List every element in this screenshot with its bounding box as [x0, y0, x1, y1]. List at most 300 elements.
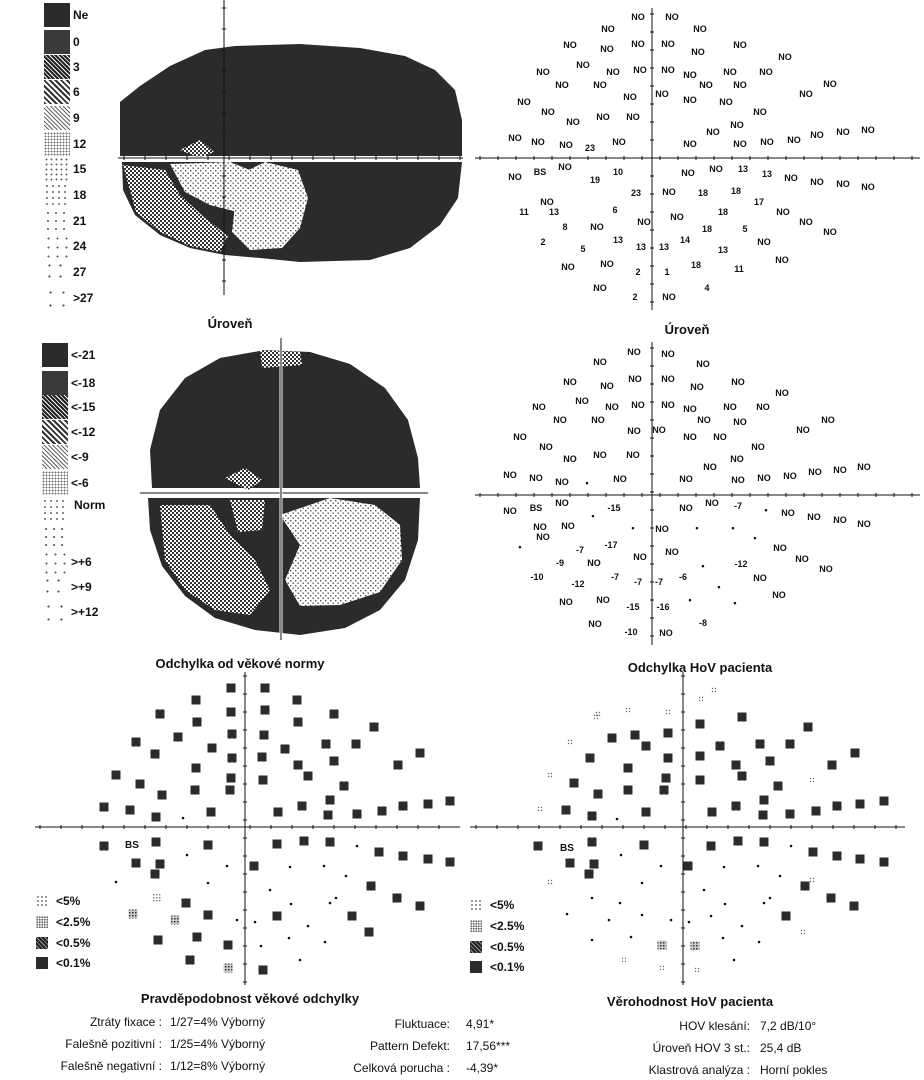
- probability-mark: [259, 966, 268, 975]
- field-value: 23: [630, 188, 642, 198]
- field-value: NO: [575, 396, 589, 406]
- legend-swatch: [42, 343, 68, 367]
- field-value: NO: [628, 374, 642, 384]
- field-value: -8: [698, 618, 708, 628]
- field-value: NO: [799, 217, 813, 227]
- field-value: NO: [795, 554, 809, 564]
- probability-mark: [716, 742, 725, 751]
- probability-mark: [156, 710, 165, 719]
- field-value: NO: [590, 222, 604, 232]
- field-value: NO: [536, 67, 550, 77]
- field-value: BS: [529, 503, 543, 513]
- field-value: -9: [555, 558, 565, 568]
- probability-mark: [254, 921, 257, 924]
- legend-swatch: [42, 371, 68, 395]
- field-value: NO: [683, 70, 697, 80]
- probability-mark: [207, 808, 216, 817]
- legend-label: 12: [73, 137, 87, 151]
- probability-mark: [594, 790, 603, 799]
- field-value: 13: [761, 169, 773, 179]
- field-value: NO: [626, 450, 640, 460]
- probability-mark: [192, 764, 201, 773]
- legend-label: 3: [73, 60, 80, 74]
- field-value: NO: [555, 477, 569, 487]
- caption-probability-left: Pravděpodobnost věkové odchylky: [140, 991, 360, 1006]
- legend-swatch: [42, 420, 68, 444]
- field-value: NO: [703, 462, 717, 472]
- field-value: NO: [600, 44, 614, 54]
- field-value: NO: [778, 52, 792, 62]
- legend-swatch: [44, 30, 70, 54]
- stat-label: HOV klesání:: [679, 1019, 750, 1033]
- field-value: NO: [733, 417, 747, 427]
- field-value: 11: [734, 264, 744, 274]
- field-value: NO: [503, 506, 517, 516]
- probability-mark: [294, 761, 303, 770]
- probability-mark: [226, 865, 229, 868]
- field-value: -6: [678, 572, 688, 582]
- probability-mark: [424, 800, 433, 809]
- probability-mark: [660, 865, 663, 868]
- probability-mark: [851, 749, 860, 758]
- probability-mark: [207, 882, 210, 885]
- probability-mark: [208, 744, 217, 753]
- probability-mark: [756, 740, 765, 749]
- field-value: NO: [861, 182, 875, 192]
- deviation-grayscale-plot: [140, 338, 428, 640]
- field-value: NO: [697, 415, 711, 425]
- probability-mark: [786, 810, 795, 819]
- probability-mark: [856, 855, 865, 864]
- field-value: NO: [561, 521, 575, 531]
- legend-label: <0.1%: [56, 956, 91, 970]
- probability-mark: [538, 807, 542, 811]
- probability-mark: [738, 713, 747, 722]
- legend-swatch: [44, 260, 70, 284]
- legend-swatch: [42, 600, 68, 624]
- probability-mark: [684, 862, 693, 871]
- probability-mark: [193, 718, 202, 727]
- probability-mark: [260, 731, 269, 740]
- probability-mark: [326, 838, 335, 847]
- probability-mark: [642, 808, 651, 817]
- field-value: NO: [665, 547, 679, 557]
- probability-mark: [259, 776, 268, 785]
- field-value: NO: [593, 80, 607, 90]
- field-value: NO: [733, 80, 747, 90]
- field-value: 4: [704, 283, 710, 293]
- probability-mark: [591, 939, 594, 942]
- legend-swatch: [42, 498, 68, 522]
- probability-mark: [591, 897, 594, 900]
- field-value: NO: [633, 65, 647, 75]
- probability-mark: [100, 842, 109, 851]
- probability-mark: [759, 811, 768, 820]
- probability-mark: [548, 880, 552, 884]
- legend-label: <2.5%: [490, 919, 525, 933]
- probability-mark: [660, 786, 669, 795]
- legend-label: <-18: [71, 376, 96, 390]
- field-value: NO: [756, 402, 770, 412]
- field-value: NO: [823, 227, 837, 237]
- probability-mark: [801, 882, 810, 891]
- field-value: 18: [717, 207, 729, 217]
- field-value: NO: [563, 40, 577, 50]
- probability-mark: [204, 911, 213, 920]
- probability-mark: [324, 941, 327, 944]
- probability-mark: [324, 811, 333, 820]
- field-value: NO: [683, 404, 697, 414]
- legend-label: 9: [73, 111, 80, 125]
- legend-swatch: [44, 106, 70, 130]
- field-value: NO: [723, 67, 737, 77]
- probability-mark: [250, 862, 259, 871]
- probability-mark: [630, 936, 633, 939]
- field-value: 13: [548, 207, 560, 217]
- field-value: NO: [733, 40, 747, 50]
- probability-right-plot: [534, 688, 889, 972]
- probability-mark: [769, 897, 772, 900]
- field-value: NO: [661, 349, 675, 359]
- field-value: NO: [796, 425, 810, 435]
- probability-mark: [664, 754, 673, 763]
- probability-mark: [642, 742, 651, 751]
- probability-mark: [724, 903, 727, 906]
- field-value: •: [717, 582, 721, 592]
- field-value: -7: [654, 577, 664, 587]
- legend-label: >+6: [71, 555, 92, 569]
- caption-level-left: Úroveň: [207, 316, 253, 331]
- legend-swatch: [44, 183, 70, 207]
- stat-label: Ztráty fixace :: [89, 1015, 162, 1029]
- probability-mark: [228, 754, 237, 763]
- field-value: NO: [540, 197, 554, 207]
- probability-mark: [329, 902, 332, 905]
- field-value: NO: [662, 292, 676, 302]
- probability-mark: [670, 919, 673, 922]
- probability-mark: [300, 837, 309, 846]
- legend-swatch: [44, 209, 70, 233]
- probability-mark: [115, 881, 118, 884]
- probability-mark: [416, 749, 425, 758]
- field-value: NO: [730, 120, 744, 130]
- field-value: NO: [655, 89, 669, 99]
- deviation-legend: [42, 343, 142, 643]
- probability-mark: [696, 776, 705, 785]
- probability-mark: [631, 731, 640, 740]
- field-value: NO: [600, 259, 614, 269]
- probability-mark: [566, 913, 569, 916]
- probability-mark: [696, 720, 705, 729]
- probability-mark: [880, 858, 889, 867]
- field-value: 2: [632, 292, 638, 302]
- caption-deviation-right: Odchylka HoV pacienta: [627, 660, 773, 675]
- probability-mark: [722, 937, 725, 940]
- field-value: 13: [635, 242, 647, 252]
- legend-swatch: [470, 899, 482, 911]
- field-value: NO: [612, 137, 626, 147]
- field-value: NO: [661, 374, 675, 384]
- probability-legend-right: [470, 896, 550, 976]
- field-value: NO: [508, 172, 522, 182]
- probability-mark: [664, 729, 673, 738]
- legend-swatch: [42, 445, 68, 469]
- field-value: BS: [533, 167, 547, 177]
- field-value: 2: [540, 237, 546, 247]
- field-value: NO: [563, 377, 577, 387]
- legend-label: Ne: [73, 8, 89, 22]
- field-value: NO: [696, 359, 710, 369]
- field-value: NO: [836, 127, 850, 137]
- legend-swatch: [42, 550, 68, 574]
- probability-mark: [446, 858, 455, 867]
- probability-mark: [304, 772, 313, 781]
- field-value: •: [631, 523, 635, 533]
- level-values-plot: [508, 12, 875, 302]
- field-value: NO: [775, 255, 789, 265]
- probability-mark: [856, 800, 865, 809]
- field-value: NO: [699, 80, 713, 90]
- legend-label: 24: [73, 239, 87, 253]
- probability-mark: [774, 782, 783, 791]
- probability-mark: [136, 780, 145, 789]
- field-value: 13: [737, 164, 749, 174]
- field-value: NO: [593, 357, 607, 367]
- stat-value: 1/27=4% Výborný: [170, 1015, 266, 1029]
- probability-mark: [733, 959, 736, 962]
- field-value: NO: [706, 127, 720, 137]
- legend-swatch: [44, 80, 70, 104]
- probability-mark: [850, 902, 859, 911]
- legend-swatch: [42, 471, 68, 495]
- probability-mark: [273, 912, 282, 921]
- legend-swatch: [470, 961, 482, 973]
- field-value: NO: [559, 597, 573, 607]
- field-value: 8: [562, 222, 568, 232]
- field-value: NO: [731, 377, 745, 387]
- legend-label: 27: [73, 265, 87, 279]
- probability-mark: [330, 757, 339, 766]
- probability-mark: [227, 684, 236, 693]
- field-value: NO: [508, 133, 522, 143]
- field-value: 18: [690, 260, 702, 270]
- field-value: -10: [530, 572, 544, 582]
- field-value: •: [764, 505, 768, 515]
- field-value: NO: [776, 207, 790, 217]
- legend-swatch: [44, 286, 70, 310]
- stat-label: Pattern Defekt:: [369, 1039, 450, 1053]
- field-value: •: [585, 478, 589, 488]
- field-value: NO: [857, 462, 871, 472]
- probability-mark: [273, 840, 282, 849]
- legend-swatch: [36, 937, 48, 949]
- field-value: NO: [631, 400, 645, 410]
- probability-mark: [260, 945, 263, 948]
- legend-swatch: [44, 55, 70, 79]
- field-value: NO: [600, 381, 614, 391]
- field-value: NO: [683, 432, 697, 442]
- legend-label: <-6: [71, 476, 89, 490]
- field-value: -10: [624, 627, 638, 637]
- probability-mark: [809, 848, 818, 857]
- probability-mark: [738, 772, 747, 781]
- legend-label: >+9: [71, 580, 92, 594]
- field-value: -7: [733, 501, 743, 511]
- probability-mark: [290, 903, 293, 906]
- field-value: 13: [612, 235, 624, 245]
- bs-label-right: BS: [560, 843, 574, 854]
- probability-mark: [757, 865, 760, 868]
- field-value: NO: [787, 135, 801, 145]
- probability-mark: [227, 774, 236, 783]
- field-value: NO: [733, 139, 747, 149]
- stat-label: Falešně pozitivní :: [65, 1037, 162, 1051]
- probability-mark: [779, 875, 782, 878]
- field-value: NO: [670, 212, 684, 222]
- field-value: NO: [807, 512, 821, 522]
- legend-label: <-9: [71, 450, 89, 464]
- stat-label: Falešně negativní :: [60, 1059, 162, 1073]
- probability-mark: [191, 786, 200, 795]
- sensitivity-legend: [44, 3, 134, 303]
- probability-mark: [641, 914, 644, 917]
- probability-mark: [224, 941, 233, 950]
- field-value: NO: [661, 39, 675, 49]
- probability-mark: [712, 688, 716, 692]
- probability-mark: [261, 706, 270, 715]
- legend-label: Norm: [74, 498, 106, 512]
- legend-swatch: [470, 941, 482, 953]
- probability-mark: [548, 773, 552, 777]
- stat-value: 7,2 dB/10°: [760, 1019, 817, 1033]
- probability-mark: [353, 810, 362, 819]
- field-value: 13: [658, 242, 670, 252]
- probability-mark: [446, 797, 455, 806]
- probability-mark: [323, 865, 326, 868]
- field-value: NO: [661, 400, 675, 410]
- deviation-dark-upper: [150, 350, 420, 488]
- field-value: 19: [589, 175, 601, 185]
- legend-label: 0: [73, 35, 80, 49]
- probability-mark: [732, 802, 741, 811]
- probability-mark: [695, 968, 699, 972]
- field-value: 18: [701, 224, 713, 234]
- field-value: NO: [759, 67, 773, 77]
- legend-label: >+12: [71, 605, 99, 619]
- field-value: NO: [810, 177, 824, 187]
- field-value: NO: [553, 415, 567, 425]
- field-value: NO: [563, 454, 577, 464]
- legend-swatch: [42, 525, 68, 549]
- legend-label: 21: [73, 214, 87, 228]
- legend-swatch: [36, 957, 48, 969]
- probability-mark: [588, 812, 597, 821]
- deviation-values-plot: [503, 347, 871, 638]
- field-value: NO: [601, 24, 615, 34]
- field-value: •: [518, 542, 522, 552]
- probability-mark: [810, 878, 814, 882]
- field-value: •: [695, 523, 699, 533]
- probability-mark: [590, 860, 599, 869]
- probability-mark: [766, 757, 775, 766]
- probability-mark: [186, 854, 189, 857]
- probability-mark: [812, 807, 821, 816]
- probability-mark: [708, 808, 717, 817]
- field-value: NO: [836, 179, 850, 189]
- probability-mark: [801, 930, 805, 934]
- field-value: NO: [753, 107, 767, 117]
- stat-value: 1/12=8% Výborný: [170, 1059, 266, 1073]
- probability-mark: [152, 894, 161, 903]
- legend-label: 15: [73, 162, 87, 176]
- field-value: 5: [580, 244, 586, 254]
- legend-swatch: [44, 234, 70, 258]
- legend-label: <-15: [71, 400, 96, 414]
- probability-mark: [174, 733, 183, 742]
- field-value: NO: [819, 564, 833, 574]
- field-value: NO: [753, 573, 767, 583]
- field-value: NO: [593, 450, 607, 460]
- probability-mark: [710, 915, 713, 918]
- probability-mark: [399, 802, 408, 811]
- field-value: NO: [627, 426, 641, 436]
- probability-mark: [760, 838, 769, 847]
- probability-mark: [352, 740, 361, 749]
- field-value: NO: [690, 382, 704, 392]
- probability-mark: [126, 806, 135, 815]
- field-value: NO: [637, 217, 651, 227]
- legend-swatch: [42, 395, 68, 419]
- probability-mark: [620, 854, 623, 857]
- field-value: NO: [719, 97, 733, 107]
- probability-mark: [758, 941, 761, 944]
- stat-value: 1/25=4% Výborný: [170, 1037, 266, 1051]
- probability-mark: [828, 761, 837, 770]
- probability-mark: [154, 936, 163, 945]
- field-value: NO: [587, 558, 601, 568]
- probability-mark: [626, 708, 630, 712]
- field-value: NO: [709, 164, 723, 174]
- field-value: NO: [783, 471, 797, 481]
- probability-mark: [782, 912, 791, 921]
- stat-label: Klastrová analýza :: [648, 1063, 750, 1077]
- probability-mark: [299, 959, 302, 962]
- stat-label: Celková porucha :: [353, 1061, 450, 1075]
- field-value: NO: [731, 475, 745, 485]
- field-value: NO: [705, 498, 719, 508]
- probability-mark: [741, 925, 744, 928]
- field-value: NO: [681, 168, 695, 178]
- sensitivity-grayscale-plot: [118, 0, 463, 295]
- field-value: •: [733, 598, 737, 608]
- probability-mark: [399, 852, 408, 861]
- field-value: NO: [555, 498, 569, 508]
- legend-swatch: [36, 916, 48, 928]
- probability-mark: [393, 894, 402, 903]
- probability-mark: [307, 925, 310, 928]
- field-value: NO: [517, 97, 531, 107]
- legend-label: <0.1%: [490, 960, 525, 974]
- field-value: NO: [633, 552, 647, 562]
- probability-mark: [703, 889, 706, 892]
- field-value: NO: [683, 139, 697, 149]
- probability-mark: [224, 964, 233, 973]
- probability-mark: [288, 937, 291, 940]
- probability-mark: [152, 838, 161, 847]
- probability-mark: [261, 684, 270, 693]
- probability-mark: [345, 875, 348, 878]
- field-value: NO: [539, 442, 553, 452]
